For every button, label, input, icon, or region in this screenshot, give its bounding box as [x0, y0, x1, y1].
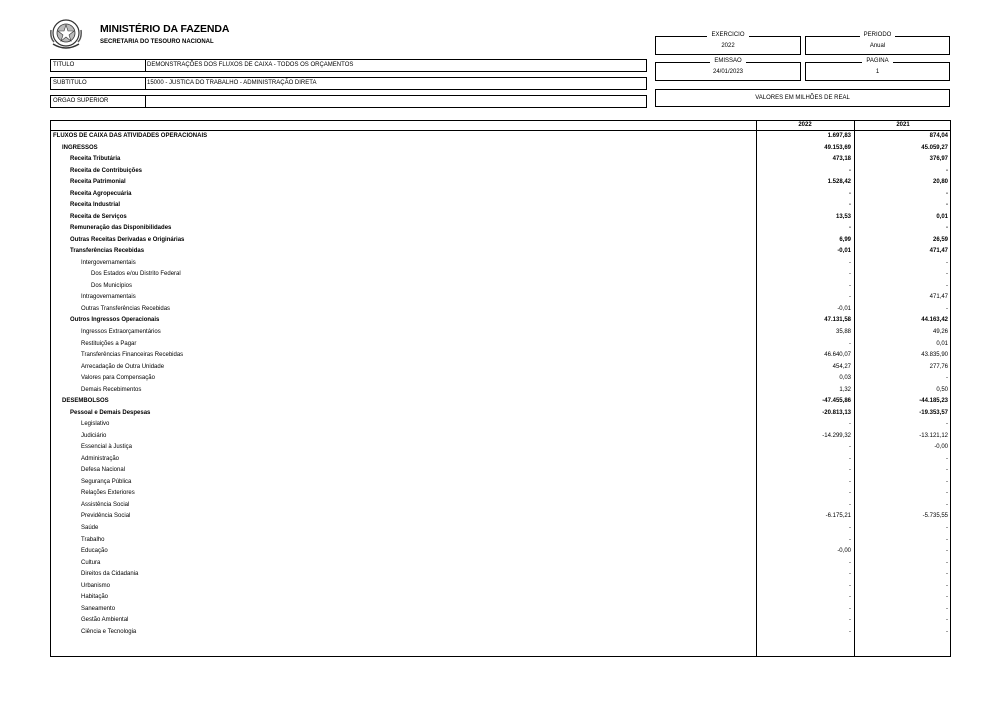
table-row [51, 235, 950, 247]
row-label: Segurança Pública [81, 478, 132, 485]
table-row [51, 177, 950, 189]
emissao-label: EMISSAO [710, 58, 745, 64]
titulo-value: DEMONSTRAÇÕES DOS FLUXOS DE CAIXA - TODOS OS ORÇAMENTOS [147, 62, 354, 68]
table-row [51, 143, 950, 155]
emissao-box [655, 58, 801, 81]
table-row [51, 500, 950, 512]
table-row [51, 350, 950, 362]
row-label: Restituições a Pagar [81, 340, 137, 347]
exercicio-box [655, 32, 801, 55]
table-row [51, 166, 950, 178]
table-row [51, 246, 950, 258]
value-2022: 454,27 [832, 363, 851, 370]
subtitulo-value: 15000 - JUSTICA DO TRABALHO - ADMINISTRAÇÃO DIRETA [147, 80, 317, 86]
periodo-box [805, 32, 950, 55]
value-2022: - [849, 340, 851, 347]
value-2022: -0,00 [837, 548, 851, 555]
value-2022: - [849, 536, 851, 543]
value-2021: 376,97 [929, 156, 948, 163]
row-label: Judiciário [81, 432, 107, 439]
row-label: Urbanismo [81, 582, 111, 589]
row-label: Receita de Contribuições [70, 167, 143, 174]
pagina-label: PAGINA [862, 58, 892, 64]
row-label: Receita Industrial [70, 202, 121, 209]
table-row [51, 269, 950, 281]
value-2021: 44.163,42 [921, 317, 948, 324]
row-label: Legislativo [81, 421, 110, 428]
value-2021: - [946, 536, 948, 543]
row-label: Cultura [81, 559, 101, 566]
table-row [51, 569, 950, 581]
row-label: Saneamento [81, 605, 116, 612]
row-label: Receita Patrimonial [70, 179, 126, 186]
orgao-field [50, 95, 647, 108]
value-2022: - [849, 202, 851, 209]
table-row [51, 615, 950, 627]
row-label: Ingressos Extraorçamentários [81, 329, 161, 335]
row-label: Dos Estados e/ou Distrito Federal [91, 271, 181, 278]
column-header-2021: 2021 [896, 122, 910, 128]
value-2022: 473,18 [832, 156, 851, 163]
value-2021: - [946, 467, 948, 474]
table-row [51, 327, 950, 339]
row-label: Previdência Social [81, 513, 131, 520]
row-label: Defesa Nacional [81, 467, 126, 474]
valores-unit-label: VALORES EM MILHÕES DE REAL [655, 89, 950, 107]
value-2021: - [946, 490, 948, 497]
row-label: Relações Exteriores [81, 490, 135, 497]
value-2022: - [849, 455, 851, 462]
value-2022: 35,88 [835, 329, 851, 335]
pagina-value: 1 [875, 69, 880, 75]
row-label: Valores para Compensação [81, 375, 155, 382]
value-2021: - [946, 501, 948, 508]
row-label: Ciência e Tecnologia [81, 628, 137, 635]
value-2021: - [946, 375, 948, 382]
row-label: Educação [81, 548, 108, 555]
ministry-title: MINISTÉRIO DA FAZENDA [100, 23, 230, 35]
table-row [51, 558, 950, 570]
table-row [51, 339, 950, 351]
row-label: Intragovernamentais [81, 294, 136, 301]
value-2021: -13.121,12 [919, 432, 948, 439]
row-label: Outros Ingressos Operacionais [70, 317, 160, 324]
value-2022: -0,01 [837, 248, 851, 255]
titulo-field [50, 59, 647, 72]
table-row [51, 546, 950, 558]
row-label: Assistência Social [81, 501, 130, 508]
emissao-value: 24/01/2023 [712, 69, 744, 75]
titulo-label: TITULO [53, 62, 75, 68]
row-label: Outras Receitas Derivadas e Originárias [70, 236, 185, 243]
value-2022: - [849, 525, 851, 532]
table-row [51, 454, 950, 466]
value-2022: - [849, 444, 851, 451]
value-2022: 1,32 [839, 386, 851, 393]
value-2021: 874,04 [929, 133, 948, 139]
table-row [51, 223, 950, 235]
value-2022: -6.175,21 [825, 513, 851, 520]
row-label: Saúde [81, 525, 99, 532]
row-label: Direitos da Cidadania [81, 571, 139, 578]
table-row [51, 281, 950, 293]
subtitulo-field [50, 77, 647, 90]
table-row [51, 385, 950, 397]
value-2021: - [946, 548, 948, 555]
value-2022: - [849, 225, 851, 232]
value-2021: - [946, 478, 948, 485]
value-2022: 6,99 [839, 236, 851, 243]
table-row [51, 431, 950, 443]
subtitulo-label: SUBTITULO [53, 80, 87, 86]
value-2021: 0,01 [936, 213, 948, 220]
row-label: DESEMBOLSOS [62, 398, 109, 405]
row-label: Essencial à Justiça [81, 444, 133, 451]
row-label: Receita Tributária [70, 156, 121, 163]
row-label: Arrecadação de Outra Unidade [81, 363, 165, 370]
pagina-box [805, 58, 950, 81]
value-2021: - [946, 525, 948, 532]
periodo-label: PERIODO [860, 32, 896, 38]
value-2021: 277,76 [929, 363, 948, 370]
value-2021: - [946, 582, 948, 589]
value-2022: - [849, 421, 851, 428]
value-2022: 0,03 [839, 375, 851, 382]
value-2022: - [849, 259, 851, 266]
value-2021: -5.735,55 [922, 513, 948, 520]
row-label: INGRESSOS [62, 144, 98, 151]
value-2022: - [849, 628, 851, 635]
value-2022: -47.455,86 [822, 398, 851, 405]
table-row [51, 373, 950, 385]
value-2022: - [849, 467, 851, 474]
secretaria-subtitle: SECRETARIA DO TESOURO NACIONAL [100, 39, 214, 45]
value-2022: - [849, 190, 851, 197]
cash-flow-table [50, 120, 951, 657]
value-2021: - [946, 571, 948, 578]
value-2021: 45.059,27 [921, 144, 948, 151]
exercicio-value: 2022 [721, 43, 735, 49]
value-2022: - [849, 582, 851, 589]
value-2021: - [946, 167, 948, 174]
coat-of-arms-icon [50, 18, 82, 52]
row-label: FLUXOS DE CAIXA DAS ATIVIDADES OPERACIONAIS [53, 133, 208, 139]
value-2021: 49,26 [932, 329, 948, 335]
value-2021: - [946, 628, 948, 635]
row-label: Remuneração das Disponibilidades [70, 225, 172, 232]
value-2021: - [946, 190, 948, 197]
value-2022: - [849, 478, 851, 485]
value-2021: - [946, 559, 948, 566]
table-row [51, 258, 950, 270]
table-row [51, 535, 950, 547]
value-2021: 471,47 [929, 248, 948, 255]
orgao-label: ORGAO SUPERIOR [53, 98, 109, 104]
value-2022: - [849, 605, 851, 612]
value-2022: - [849, 617, 851, 624]
table-row [51, 131, 950, 143]
table-row [51, 511, 950, 523]
row-label: Receita de Serviços [70, 213, 127, 220]
table-row [51, 488, 950, 500]
table-row [51, 154, 950, 166]
row-label: Gestão Ambiental [81, 617, 129, 624]
value-2021: -19.353,57 [919, 409, 948, 416]
table-row [51, 419, 950, 431]
table-row [51, 408, 950, 420]
value-2022: - [849, 559, 851, 566]
value-2021: - [946, 305, 948, 312]
table-row [51, 477, 950, 489]
value-2022: - [849, 501, 851, 508]
value-2022: -14.299,32 [822, 432, 851, 439]
table-row [51, 465, 950, 477]
table-row [51, 396, 950, 408]
row-label: Intergovernamentais [81, 259, 136, 266]
value-2022: 1.697,83 [827, 133, 851, 139]
periodo-value: Anual [869, 43, 886, 49]
table-row [51, 200, 950, 212]
value-2021: 43.835,90 [921, 352, 948, 359]
row-label: Dos Municípios [91, 282, 133, 289]
row-label: Habitação [81, 594, 109, 601]
table-row [51, 315, 950, 327]
row-label: Outras Transferências Recebidas [81, 305, 171, 312]
value-2021: - [946, 421, 948, 428]
row-label: Administração [81, 455, 120, 462]
table-row [51, 604, 950, 616]
value-2021: 26,59 [932, 236, 948, 243]
table-row [51, 523, 950, 535]
value-2022: 1.528,42 [827, 179, 851, 186]
value-2021: 20,80 [932, 179, 948, 186]
value-2021: 471,47 [929, 294, 948, 301]
value-2021: - [946, 455, 948, 462]
row-label: Pessoal e Demais Despesas [70, 409, 151, 416]
value-2021: 0,01 [936, 340, 948, 347]
exercicio-label: EXERCICIO [707, 32, 748, 38]
column-header-2022: 2022 [798, 122, 812, 128]
table-row [51, 592, 950, 604]
value-2021: - [946, 594, 948, 601]
row-label: Transferências Financeiras Recebidas [81, 352, 184, 359]
value-2022: - [849, 490, 851, 497]
row-label: Receita Agropecuária [70, 190, 132, 197]
value-2022: 47.131,58 [824, 317, 851, 324]
table-row [51, 627, 950, 639]
value-2022: -20.813,13 [822, 409, 851, 416]
value-2022: - [849, 282, 851, 289]
row-label: Demais Recebimentos [81, 386, 142, 393]
table-row [51, 581, 950, 593]
table-row [51, 212, 950, 224]
value-2021: - [946, 282, 948, 289]
table-row [51, 304, 950, 316]
row-label: Trabalho [81, 536, 105, 543]
value-2022: - [849, 594, 851, 601]
value-2021: - [946, 202, 948, 209]
value-2021: - [946, 605, 948, 612]
table-row [51, 292, 950, 304]
value-2021: - [946, 271, 948, 278]
value-2021: 0,50 [936, 386, 948, 393]
value-2022: -0,01 [837, 305, 851, 312]
table-row [51, 362, 950, 374]
row-label: Transferências Recebidas [70, 248, 145, 255]
table-row [51, 442, 950, 454]
value-2021: - [946, 259, 948, 266]
value-2022: - [849, 167, 851, 174]
value-2022: - [849, 271, 851, 278]
value-2022: 13,53 [835, 213, 851, 220]
value-2022: - [849, 571, 851, 578]
value-2021: - [946, 225, 948, 232]
value-2021: -0,00 [934, 444, 948, 451]
table-row [51, 189, 950, 201]
value-2021: -44.185,23 [919, 398, 948, 405]
value-2022: 49.153,69 [824, 144, 851, 151]
value-2021: - [946, 617, 948, 624]
value-2022: 46.640,07 [824, 352, 851, 359]
value-2022: - [849, 294, 851, 301]
